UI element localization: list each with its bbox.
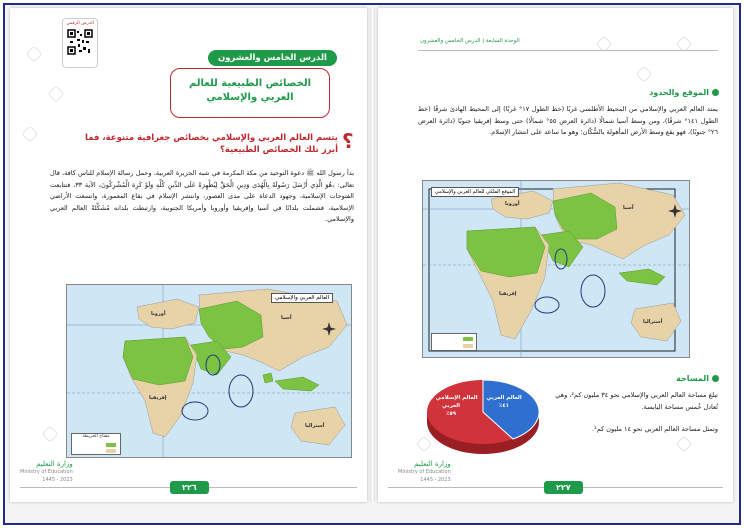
right-map[interactable]	[422, 180, 690, 358]
right-map-title: الموقع الفلكي للعالم العربي والإسلامي	[431, 187, 519, 197]
left-publisher-logo	[20, 460, 73, 484]
pie-label-nonarab	[422, 394, 480, 418]
left-publisher-year: 2023 - 1445	[42, 477, 73, 483]
left-map-label-australia: أستراليا	[305, 423, 325, 429]
left-map-label-africa: إفريقيا	[149, 395, 167, 401]
right-map-label-europe: أوروبا	[505, 201, 520, 207]
section-bullet-icon	[712, 375, 719, 382]
right-page-number: ٢٢٧	[544, 481, 583, 494]
right-publisher-logo	[398, 460, 451, 484]
legend-swatch-green	[106, 443, 116, 447]
decor-pattern	[42, 426, 59, 443]
left-publisher-name: وزارة التعليم	[36, 460, 73, 468]
question-text: يتسم العالم العربي والإسلامي بخصائص جغرافية متنوعة، فما أبرز تلك الخصائص الطبيعية؟	[85, 133, 338, 155]
qr-code-icon	[67, 29, 93, 55]
decor-pattern	[48, 86, 65, 103]
decor-pattern	[676, 436, 693, 453]
left-map-label-europe: أوروبا	[151, 311, 166, 317]
lesson-title: الخصائص الطبيعية للعالم العربي والإسلامي	[188, 78, 312, 103]
area-pie-graphic	[420, 372, 546, 464]
section-bullet-icon	[712, 89, 719, 96]
decor-pattern	[26, 46, 43, 63]
area-pie-chart	[420, 372, 546, 464]
legend-title: مفتاح الخريطة	[82, 434, 110, 439]
right-map-graphic	[423, 181, 690, 358]
section1-heading	[649, 88, 719, 97]
right-publisher-name: وزارة التعليم	[414, 460, 451, 468]
right-publisher-year: 2023 - 1445	[420, 477, 451, 483]
lesson-title-box	[170, 68, 330, 118]
left-map-legend	[71, 433, 121, 455]
left-map-title: العالم العربي والإسلامي	[271, 293, 333, 303]
right-page	[378, 8, 733, 502]
left-page	[10, 8, 367, 502]
qr-label: الدرس الرقمي	[66, 21, 94, 26]
pie-label-arab	[476, 394, 532, 410]
decor-pattern	[636, 66, 653, 83]
section2-heading	[676, 374, 719, 383]
right-map-legend	[431, 333, 477, 351]
pie-label-nonarab-value: ٥٩٪	[445, 411, 457, 417]
left-map-label-asia: آسيا	[281, 315, 292, 321]
left-publisher-sub: Ministry of Education	[20, 469, 73, 475]
pie-label-nonarab-text: العالم الإسلامي غير العربي	[424, 395, 478, 409]
right-publisher-sub: Ministry of Education	[398, 469, 451, 475]
pie-label-arab-value: ٤١٪	[498, 403, 510, 409]
decor-pattern	[22, 126, 39, 143]
unit-header: الوحدة السابعة | الدرس الخامس والعشرون	[420, 38, 520, 44]
left-map[interactable]	[66, 284, 352, 458]
right-map-label-africa: إفريقيا	[499, 291, 517, 297]
intro-paragraph: بدأ رسول الله ﷺ دعوة التوحيد من مكة المكرمة في شبه الجزيرة العربية، وحمل رسالة الإسلام للناس كافة، قال تعالى: ﴿هُوَ الَّذِي أَرْسَلَ رَسُولَهُ بِالْهُدَى وَدِينِ الْحَقِّ لِيُظْهِرَهُ عَلَى الدِّينِ كُلِّهِ وَلَوْ كَرِهَ الْمُشْرِكُونَ﴾ الآية ٣٣، فتتابعت الفتوحات الإسلامية، وجهود الدعاة على مدى العصور، وانتشر الإسلام في بقاع المعمورة، واتسعت الأراضي الإسلامية، فشملت بلدانًا في آسيا وإفريقيا وأوروبا وأمريكا الجنوبية، وارتبطت بلدانه مُشَكِّلةً العالم العربي والإسلامي.	[50, 169, 354, 223]
header-line	[418, 50, 718, 51]
qr-box[interactable]	[62, 18, 98, 68]
lesson-banner: الدرس الخامس والعشرون	[208, 50, 337, 66]
right-map-label-australia: أستراليا	[643, 319, 663, 325]
right-map-label-asia: آسيا	[623, 205, 634, 211]
left-page-number: ٢٢٦	[170, 481, 209, 494]
section1-title: الموقع والحدود	[649, 88, 709, 97]
section2-text-1: تبلغ مساحة العالم العربي والإسلامي نحو ٣٤ مليون كم²، وهي تُعادل خُمس مساحة اليابسة.	[555, 391, 718, 411]
legend-swatch-beige	[106, 449, 116, 453]
section2-text-2: وتمثل مساحة العالم العربي نحو ١٤ مليون كم².	[592, 425, 718, 433]
pie-label-arab-text: العالم العربي	[486, 395, 522, 401]
section1-text: يمتد العالم العربي والإسلامي من المحيط الأطلسي غربًا (خط الطول ١٧° غربًا) إلى المحيط الهادئ شرقًا (خط الطول ١٤١° شرقًا)، ومن وسط آسيا شمالًا (دائرة العرض ٥٥° شمالًا) حتى وسط إفريقيا جنوبًا (دائرة العرض ٢٦° جنوبًا)، فهو يقع وسط الأرض المأهولة بالسُّكّان؛ وهو ما ساعد على انتشار الإسلام.	[418, 105, 719, 136]
book-spine	[370, 8, 375, 502]
section2-title: المساحة	[676, 374, 709, 383]
question-icon	[340, 130, 354, 152]
svg-text:؟: ؟	[342, 130, 354, 152]
legend-swatch-green	[463, 337, 473, 341]
legend-swatch-beige	[463, 344, 473, 348]
